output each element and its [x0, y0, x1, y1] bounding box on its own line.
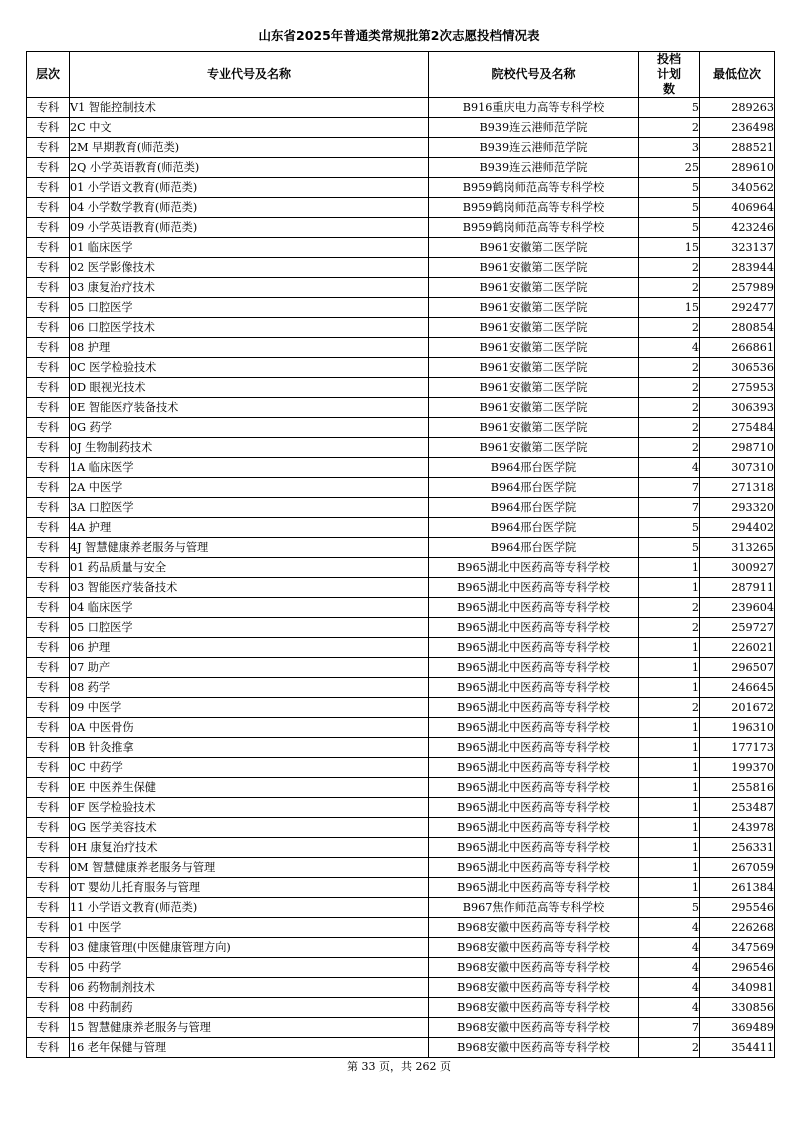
cell-level: 专科 — [27, 858, 70, 878]
cell-major: 4A 护理 — [70, 518, 429, 538]
cell-plan: 1 — [639, 858, 700, 878]
cell-plan: 1 — [639, 678, 700, 698]
cell-level: 专科 — [27, 678, 70, 698]
table-row — [27, 658, 775, 678]
cell-plan: 7 — [639, 478, 700, 498]
cell-plan: 1 — [639, 878, 700, 898]
cell-level: 专科 — [27, 978, 70, 998]
header-school: 院校代号及名称 — [429, 52, 639, 98]
cell-level: 专科 — [27, 218, 70, 238]
cell-school: B965湖北中医药高等专科学校 — [429, 878, 639, 898]
cell-major: 08 中药制药 — [70, 998, 429, 1018]
cell-plan: 2 — [639, 358, 700, 378]
cell-level: 专科 — [27, 798, 70, 818]
cell-major: 01 药品质量与安全 — [70, 558, 429, 578]
cell-rank: 271318 — [700, 478, 775, 498]
cell-major: 05 口腔医学 — [70, 298, 429, 318]
table-row — [27, 698, 775, 718]
cell-school: B965湖北中医药高等专科学校 — [429, 778, 639, 798]
table-row — [27, 858, 775, 878]
header-level: 层次 — [27, 52, 70, 98]
cell-plan: 4 — [639, 978, 700, 998]
cell-rank: 259727 — [700, 618, 775, 638]
cell-rank: 226021 — [700, 638, 775, 658]
cell-major: 04 小学数学教育(师范类) — [70, 198, 429, 218]
cell-major: 0F 医学检验技术 — [70, 798, 429, 818]
cell-school: B961安徽第二医学院 — [429, 438, 639, 458]
cell-major: 0A 中医骨伤 — [70, 718, 429, 738]
table-row — [27, 458, 775, 478]
cell-rank: 330856 — [700, 998, 775, 1018]
table-row — [27, 258, 775, 278]
cell-level: 专科 — [27, 398, 70, 418]
table-row — [27, 958, 775, 978]
cell-plan: 4 — [639, 918, 700, 938]
cell-major: 01 临床医学 — [70, 238, 429, 258]
page-footer: 第 33 页，共 262 页 — [347, 1060, 451, 1073]
cell-school: B968安徽中医药高等专科学校 — [429, 1018, 639, 1038]
admission-table — [26, 51, 775, 1058]
cell-plan: 25 — [639, 158, 700, 178]
table-row — [27, 378, 775, 398]
cell-school: B939连云港师范学院 — [429, 138, 639, 158]
table-row — [27, 238, 775, 258]
table-row — [27, 838, 775, 858]
cell-school: B965湖北中医药高等专科学校 — [429, 738, 639, 758]
cell-school: B968安徽中医药高等专科学校 — [429, 958, 639, 978]
cell-rank: 306393 — [700, 398, 775, 418]
table-row — [27, 98, 775, 118]
table-row — [27, 878, 775, 898]
table-row — [27, 298, 775, 318]
cell-rank: 300927 — [700, 558, 775, 578]
cell-plan: 1 — [639, 638, 700, 658]
cell-rank: 266861 — [700, 338, 775, 358]
cell-plan: 2 — [639, 438, 700, 458]
header-rank: 最低位次 — [700, 52, 775, 98]
cell-school: B964邢台医学院 — [429, 498, 639, 518]
cell-school: B965湖北中医药高等专科学校 — [429, 758, 639, 778]
table-row — [27, 358, 775, 378]
cell-rank: 295546 — [700, 898, 775, 918]
table-row — [27, 638, 775, 658]
cell-rank: 288521 — [700, 138, 775, 158]
cell-major: 03 智能医疗装备技术 — [70, 578, 429, 598]
cell-rank: 196310 — [700, 718, 775, 738]
cell-level: 专科 — [27, 738, 70, 758]
cell-major: 03 健康管理(中医健康管理方向) — [70, 938, 429, 958]
cell-school: B961安徽第二医学院 — [429, 378, 639, 398]
cell-school: B965湖北中医药高等专科学校 — [429, 858, 639, 878]
cell-school: B964邢台医学院 — [429, 478, 639, 498]
cell-level: 专科 — [27, 438, 70, 458]
cell-school: B965湖北中医药高等专科学校 — [429, 818, 639, 838]
cell-school: B961安徽第二医学院 — [429, 298, 639, 318]
cell-plan: 2 — [639, 318, 700, 338]
cell-school: B965湖北中医药高等专科学校 — [429, 718, 639, 738]
cell-school: B961安徽第二医学院 — [429, 418, 639, 438]
cell-level: 专科 — [27, 878, 70, 898]
cell-school: B916重庆电力高等专科学校 — [429, 98, 639, 118]
cell-major: 01 小学语文教育(师范类) — [70, 178, 429, 198]
cell-major: 0T 婴幼儿托育服务与管理 — [70, 878, 429, 898]
table-row — [27, 618, 775, 638]
cell-school: B968安徽中医药高等专科学校 — [429, 1038, 639, 1058]
cell-major: 04 临床医学 — [70, 598, 429, 618]
cell-rank: 423246 — [700, 218, 775, 238]
cell-rank: 280854 — [700, 318, 775, 338]
cell-school: B965湖北中医药高等专科学校 — [429, 798, 639, 818]
table-row — [27, 278, 775, 298]
cell-major: 4J 智慧健康养老服务与管理 — [70, 538, 429, 558]
cell-rank: 347569 — [700, 938, 775, 958]
cell-rank: 201672 — [700, 698, 775, 718]
cell-school: B939连云港师范学院 — [429, 158, 639, 178]
table-row — [27, 598, 775, 618]
cell-plan: 2 — [639, 398, 700, 418]
table-row — [27, 218, 775, 238]
table-row — [27, 718, 775, 738]
cell-level: 专科 — [27, 158, 70, 178]
cell-plan: 2 — [639, 278, 700, 298]
cell-rank: 289263 — [700, 98, 775, 118]
cell-plan: 4 — [639, 998, 700, 1018]
cell-major: 0B 针灸推拿 — [70, 738, 429, 758]
cell-school: B968安徽中医药高等专科学校 — [429, 938, 639, 958]
cell-school: B965湖北中医药高等专科学校 — [429, 678, 639, 698]
table-row — [27, 538, 775, 558]
cell-plan: 2 — [639, 1038, 700, 1058]
cell-plan: 1 — [639, 738, 700, 758]
cell-plan: 5 — [639, 198, 700, 218]
cell-level: 专科 — [27, 118, 70, 138]
cell-plan: 2 — [639, 698, 700, 718]
cell-rank: 261384 — [700, 878, 775, 898]
cell-rank: 340981 — [700, 978, 775, 998]
cell-rank: 257989 — [700, 278, 775, 298]
cell-level: 专科 — [27, 778, 70, 798]
cell-rank: 177173 — [700, 738, 775, 758]
cell-school: B965湖北中医药高等专科学校 — [429, 698, 639, 718]
cell-major: 16 老年保健与管理 — [70, 1038, 429, 1058]
table-body — [27, 98, 775, 1058]
table-row — [27, 438, 775, 458]
table-row — [27, 898, 775, 918]
cell-plan: 1 — [639, 798, 700, 818]
cell-plan: 2 — [639, 258, 700, 278]
cell-level: 专科 — [27, 1018, 70, 1038]
cell-major: 2A 中医学 — [70, 478, 429, 498]
cell-school: B961安徽第二医学院 — [429, 318, 639, 338]
cell-level: 专科 — [27, 538, 70, 558]
cell-plan: 2 — [639, 418, 700, 438]
cell-plan: 4 — [639, 338, 700, 358]
cell-plan: 2 — [639, 618, 700, 638]
cell-plan: 1 — [639, 658, 700, 678]
header-major: 专业代号及名称 — [70, 52, 429, 98]
cell-school: B961安徽第二医学院 — [429, 338, 639, 358]
cell-school: B964邢台医学院 — [429, 458, 639, 478]
cell-level: 专科 — [27, 498, 70, 518]
table-row — [27, 178, 775, 198]
table-row — [27, 478, 775, 498]
cell-school: B961安徽第二医学院 — [429, 278, 639, 298]
cell-rank: 323137 — [700, 238, 775, 258]
cell-school: B968安徽中医药高等专科学校 — [429, 978, 639, 998]
table-row — [27, 418, 775, 438]
cell-major: 11 小学语文教育(师范类) — [70, 898, 429, 918]
cell-rank: 406964 — [700, 198, 775, 218]
table-row — [27, 1038, 775, 1058]
cell-plan: 4 — [639, 458, 700, 478]
cell-plan: 1 — [639, 818, 700, 838]
table-row — [27, 578, 775, 598]
cell-level: 专科 — [27, 238, 70, 258]
table-row — [27, 198, 775, 218]
table-row — [27, 798, 775, 818]
cell-school: B961安徽第二医学院 — [429, 398, 639, 418]
cell-major: 06 口腔医学技术 — [70, 318, 429, 338]
cell-major: V1 智能控制技术 — [70, 98, 429, 118]
table-row — [27, 158, 775, 178]
cell-school: B965湖北中医药高等专科学校 — [429, 558, 639, 578]
cell-level: 专科 — [27, 278, 70, 298]
cell-major: 2C 中文 — [70, 118, 429, 138]
cell-rank: 283944 — [700, 258, 775, 278]
cell-plan: 1 — [639, 578, 700, 598]
cell-plan: 5 — [639, 218, 700, 238]
table-row — [27, 678, 775, 698]
cell-level: 专科 — [27, 998, 70, 1018]
cell-school: B959鹤岗师范高等专科学校 — [429, 178, 639, 198]
cell-level: 专科 — [27, 618, 70, 638]
cell-level: 专科 — [27, 578, 70, 598]
cell-rank: 306536 — [700, 358, 775, 378]
cell-major: 0C 中药学 — [70, 758, 429, 778]
cell-major: 0G 药学 — [70, 418, 429, 438]
cell-plan: 2 — [639, 378, 700, 398]
cell-rank: 293320 — [700, 498, 775, 518]
cell-rank: 246645 — [700, 678, 775, 698]
cell-major: 06 护理 — [70, 638, 429, 658]
cell-plan: 7 — [639, 498, 700, 518]
cell-rank: 369489 — [700, 1018, 775, 1038]
cell-plan: 5 — [639, 898, 700, 918]
cell-major: 3A 口腔医学 — [70, 498, 429, 518]
cell-plan: 5 — [639, 98, 700, 118]
cell-school: B965湖北中医药高等专科学校 — [429, 618, 639, 638]
table-row — [27, 998, 775, 1018]
cell-rank: 292477 — [700, 298, 775, 318]
cell-rank: 275953 — [700, 378, 775, 398]
cell-rank: 313265 — [700, 538, 775, 558]
table-row — [27, 1018, 775, 1038]
cell-major: 2Q 小学英语教育(师范类) — [70, 158, 429, 178]
header-row — [27, 52, 775, 98]
cell-major: 2M 早期教育(师范类) — [70, 138, 429, 158]
cell-rank: 275484 — [700, 418, 775, 438]
cell-school: B961安徽第二医学院 — [429, 238, 639, 258]
cell-major: 09 中医学 — [70, 698, 429, 718]
cell-level: 专科 — [27, 658, 70, 678]
cell-major: 0M 智慧健康养老服务与管理 — [70, 858, 429, 878]
cell-level: 专科 — [27, 838, 70, 858]
cell-plan: 4 — [639, 938, 700, 958]
cell-level: 专科 — [27, 318, 70, 338]
cell-school: B961安徽第二医学院 — [429, 358, 639, 378]
cell-major: 08 药学 — [70, 678, 429, 698]
cell-rank: 243978 — [700, 818, 775, 838]
header-plan-label: 投档计划数 — [656, 52, 681, 96]
cell-school: B965湖北中医药高等专科学校 — [429, 658, 639, 678]
cell-rank: 298710 — [700, 438, 775, 458]
cell-rank: 296507 — [700, 658, 775, 678]
cell-major: 0E 智能医疗装备技术 — [70, 398, 429, 418]
cell-school: B965湖北中医药高等专科学校 — [429, 578, 639, 598]
cell-rank: 296546 — [700, 958, 775, 978]
cell-plan: 5 — [639, 178, 700, 198]
cell-school: B968安徽中医药高等专科学校 — [429, 918, 639, 938]
cell-rank: 226268 — [700, 918, 775, 938]
cell-major: 0J 生物制药技术 — [70, 438, 429, 458]
cell-plan: 2 — [639, 598, 700, 618]
cell-level: 专科 — [27, 638, 70, 658]
cell-level: 专科 — [27, 698, 70, 718]
cell-school: B968安徽中医药高等专科学校 — [429, 998, 639, 1018]
cell-level: 专科 — [27, 458, 70, 478]
cell-rank: 287911 — [700, 578, 775, 598]
cell-level: 专科 — [27, 138, 70, 158]
cell-plan: 4 — [639, 958, 700, 978]
cell-plan: 3 — [639, 138, 700, 158]
cell-rank: 267059 — [700, 858, 775, 878]
page-title: 山东省2025年普通类常规批第2次志愿投档情况表 — [258, 28, 540, 43]
cell-level: 专科 — [27, 718, 70, 738]
cell-school: B965湖北中医药高等专科学校 — [429, 598, 639, 618]
cell-level: 专科 — [27, 758, 70, 778]
table-row — [27, 938, 775, 958]
table-row — [27, 138, 775, 158]
cell-rank: 307310 — [700, 458, 775, 478]
cell-school: B964邢台医学院 — [429, 538, 639, 558]
cell-major: 03 康复治疗技术 — [70, 278, 429, 298]
table-row — [27, 498, 775, 518]
cell-plan: 7 — [639, 1018, 700, 1038]
cell-school: B959鹤岗师范高等专科学校 — [429, 198, 639, 218]
cell-major: 0D 眼视光技术 — [70, 378, 429, 398]
cell-level: 专科 — [27, 938, 70, 958]
cell-rank: 255816 — [700, 778, 775, 798]
header-plan — [639, 52, 700, 98]
table-row — [27, 318, 775, 338]
cell-level: 专科 — [27, 518, 70, 538]
cell-school: B959鹤岗师范高等专科学校 — [429, 218, 639, 238]
cell-plan: 1 — [639, 718, 700, 738]
cell-plan: 5 — [639, 538, 700, 558]
cell-major: 01 中医学 — [70, 918, 429, 938]
cell-level: 专科 — [27, 258, 70, 278]
cell-major: 05 口腔医学 — [70, 618, 429, 638]
cell-major: 02 医学影像技术 — [70, 258, 429, 278]
cell-major: 0E 中医养生保健 — [70, 778, 429, 798]
cell-plan: 1 — [639, 758, 700, 778]
cell-school: B967焦作师范高等专科学校 — [429, 898, 639, 918]
cell-major: 0H 康复治疗技术 — [70, 838, 429, 858]
cell-level: 专科 — [27, 958, 70, 978]
cell-plan: 5 — [639, 518, 700, 538]
cell-rank: 253487 — [700, 798, 775, 818]
table-row — [27, 818, 775, 838]
cell-plan: 1 — [639, 558, 700, 578]
cell-plan: 1 — [639, 778, 700, 798]
cell-major: 06 药物制剂技术 — [70, 978, 429, 998]
cell-major: 07 助产 — [70, 658, 429, 678]
table-row — [27, 978, 775, 998]
cell-major: 15 智慧健康养老服务与管理 — [70, 1018, 429, 1038]
cell-rank: 239604 — [700, 598, 775, 618]
cell-level: 专科 — [27, 198, 70, 218]
table-row — [27, 558, 775, 578]
cell-major: 1A 临床医学 — [70, 458, 429, 478]
table-row — [27, 398, 775, 418]
cell-level: 专科 — [27, 598, 70, 618]
cell-level: 专科 — [27, 818, 70, 838]
cell-rank: 294402 — [700, 518, 775, 538]
cell-plan: 15 — [639, 298, 700, 318]
cell-rank: 236498 — [700, 118, 775, 138]
cell-level: 专科 — [27, 478, 70, 498]
cell-major: 05 中药学 — [70, 958, 429, 978]
table-row — [27, 778, 775, 798]
cell-school: B965湖北中医药高等专科学校 — [429, 838, 639, 858]
table-row — [27, 338, 775, 358]
cell-school: B939连云港师范学院 — [429, 118, 639, 138]
cell-level: 专科 — [27, 358, 70, 378]
cell-major: 09 小学英语教育(师范类) — [70, 218, 429, 238]
cell-level: 专科 — [27, 898, 70, 918]
table-row — [27, 118, 775, 138]
cell-level: 专科 — [27, 298, 70, 318]
cell-level: 专科 — [27, 178, 70, 198]
cell-level: 专科 — [27, 918, 70, 938]
table-row — [27, 758, 775, 778]
cell-school: B965湖北中医药高等专科学校 — [429, 638, 639, 658]
cell-level: 专科 — [27, 98, 70, 118]
cell-rank: 289610 — [700, 158, 775, 178]
cell-school: B961安徽第二医学院 — [429, 258, 639, 278]
cell-plan: 1 — [639, 838, 700, 858]
cell-level: 专科 — [27, 1038, 70, 1058]
cell-major: 0C 医学检验技术 — [70, 358, 429, 378]
cell-rank: 199370 — [700, 758, 775, 778]
cell-plan: 2 — [639, 118, 700, 138]
cell-school: B964邢台医学院 — [429, 518, 639, 538]
cell-major: 0G 医学美容技术 — [70, 818, 429, 838]
table-row — [27, 738, 775, 758]
cell-major: 08 护理 — [70, 338, 429, 358]
cell-level: 专科 — [27, 418, 70, 438]
cell-level: 专科 — [27, 558, 70, 578]
table-row — [27, 518, 775, 538]
table-row — [27, 918, 775, 938]
cell-level: 专科 — [27, 338, 70, 358]
cell-rank: 354411 — [700, 1038, 775, 1058]
cell-rank: 340562 — [700, 178, 775, 198]
cell-rank: 256331 — [700, 838, 775, 858]
cell-level: 专科 — [27, 378, 70, 398]
cell-plan: 15 — [639, 238, 700, 258]
